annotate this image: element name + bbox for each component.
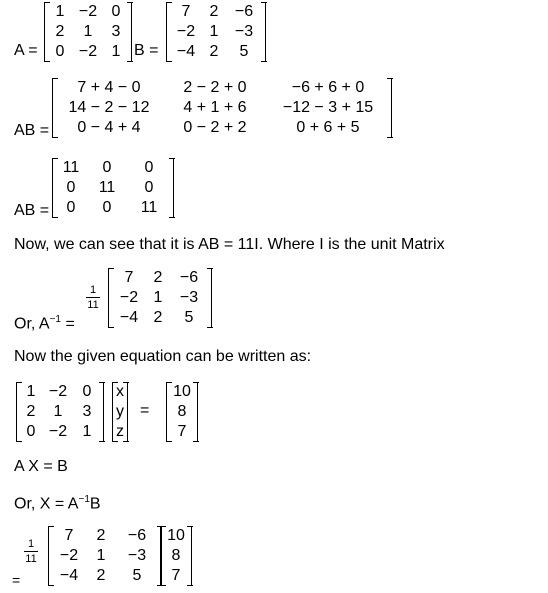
matrix-cell: 0 bbox=[26, 423, 36, 440]
matrix-cell: 3 bbox=[111, 23, 121, 40]
matrix-cell: 3 bbox=[82, 403, 92, 420]
final-equals: = bbox=[12, 572, 21, 588]
matrix-cell: 0 bbox=[102, 159, 112, 176]
matrix-cell: 7 bbox=[124, 269, 134, 286]
label-ax-b: A X = B bbox=[14, 458, 68, 475]
matrix-cell: 1 bbox=[153, 289, 163, 306]
note-unit-matrix: Now, we can see that it is AB = 11I. Where I is the unit Matrix bbox=[14, 236, 445, 253]
matrix-cell: 7 bbox=[177, 423, 187, 440]
matrix-cell: 2 bbox=[209, 3, 219, 20]
matrix-ab-expanded bbox=[52, 78, 392, 138]
label-a-inverse: Or, $A^{-1}$ = bbox=[14, 314, 75, 333]
matrix-cell: 2 bbox=[153, 269, 163, 286]
matrix-cell: 1 bbox=[26, 383, 36, 400]
matrix-cell: 1 bbox=[53, 403, 63, 420]
equals-sign: = bbox=[140, 402, 150, 419]
matrix-cell: 2 bbox=[153, 309, 163, 326]
matrix-cell: 2 bbox=[55, 23, 65, 40]
matrix-cell: −2 bbox=[78, 3, 98, 20]
matrix-cell: 2 bbox=[26, 403, 36, 420]
matrix-cell: −6 bbox=[234, 3, 254, 20]
matrix-cell: 8 bbox=[171, 547, 181, 564]
matrix-cell: 1 bbox=[209, 23, 219, 40]
matrix-11i bbox=[52, 158, 174, 218]
fraction-one-eleventh-final: 1 11 bbox=[25, 538, 37, 565]
matrix-cell: 1 bbox=[82, 423, 92, 440]
matrix-cell: 1 bbox=[83, 23, 93, 40]
matrix-cell: y bbox=[116, 403, 124, 420]
matrix-cell: x bbox=[116, 383, 124, 400]
matrix-cell: −3 bbox=[127, 547, 147, 564]
matrix-cell: 11 bbox=[62, 159, 80, 176]
matrix-cell: −6 bbox=[179, 269, 199, 286]
matrix-cell: 14 − 2 − 12 bbox=[68, 99, 150, 116]
matrix-cell: 7 + 4 − 0 bbox=[77, 79, 141, 96]
label-A: A = bbox=[14, 42, 38, 59]
matrix-cell: −6 + 6 + 0 bbox=[291, 79, 365, 96]
matrix-cell: 11 bbox=[98, 179, 116, 196]
matrix-cell: −4 bbox=[119, 309, 139, 326]
matrix-cell: 4 + 1 + 6 bbox=[183, 99, 247, 116]
matrix-cell: 2 bbox=[96, 567, 106, 584]
matrix-cell: 0 bbox=[55, 43, 65, 60]
label-AB-expanded: AB = bbox=[14, 122, 50, 139]
matrix-a bbox=[44, 2, 132, 62]
fraction-one-eleventh: 1 11 bbox=[87, 284, 99, 311]
matrix-cell: −2 bbox=[78, 43, 98, 60]
matrix-cell: −3 bbox=[234, 23, 254, 40]
matrix-b bbox=[166, 2, 266, 62]
matrix-cell: 7 bbox=[171, 567, 181, 584]
matrix-cell: 7 bbox=[181, 3, 191, 20]
matrix-cell: −4 bbox=[59, 567, 79, 584]
matrix-cell: 0 bbox=[66, 179, 76, 196]
matrix-cell: −2 bbox=[119, 289, 139, 306]
label-AB-result: AB = bbox=[14, 202, 50, 219]
note-given-equation: Now the given equation can be written as: bbox=[14, 348, 312, 365]
matrix-cell: 2 bbox=[209, 43, 219, 60]
matrix-cell: −12 − 3 + 15 bbox=[282, 99, 374, 116]
label-B: B = bbox=[134, 42, 159, 59]
matrix-cell: −4 bbox=[176, 43, 196, 60]
matrix-cell: 0 bbox=[66, 199, 76, 216]
matrix-cell: 0 bbox=[82, 383, 92, 400]
matrix-cell: 1 bbox=[55, 3, 65, 20]
matrix-cell: 5 bbox=[184, 309, 194, 326]
matrix-cell: −2 bbox=[48, 423, 68, 440]
matrix-cell: 5 bbox=[239, 43, 249, 60]
matrix-cell: −6 bbox=[127, 527, 147, 544]
label-x-solution: Or, $X = A^{-1}B$ bbox=[14, 494, 101, 513]
vector-rhs bbox=[166, 382, 198, 442]
vector-xyz bbox=[112, 382, 128, 442]
matrix-cell: 11 bbox=[140, 199, 158, 216]
vector-rhs-final bbox=[160, 526, 192, 586]
matrix-cell: −2 bbox=[176, 23, 196, 40]
matrix-cell: 1 bbox=[111, 43, 121, 60]
matrix-cell: 1 bbox=[96, 547, 106, 564]
matrix-cell: z bbox=[116, 423, 124, 440]
matrix-a-inverse-final bbox=[48, 526, 162, 586]
matrix-cell: −2 bbox=[48, 383, 68, 400]
matrix-cell: 2 − 2 + 0 bbox=[183, 79, 247, 96]
matrix-cell: 0 bbox=[144, 159, 154, 176]
matrix-cell: 8 bbox=[177, 403, 187, 420]
matrix-cell: 0 − 4 + 4 bbox=[77, 119, 141, 136]
matrix-cell: 0 + 6 + 5 bbox=[296, 119, 360, 136]
matrix-cell: 7 bbox=[64, 527, 74, 544]
matrix-cell: −3 bbox=[179, 289, 199, 306]
matrix-cell: 10 bbox=[173, 383, 191, 400]
matrix-cell: 5 bbox=[132, 567, 142, 584]
matrix-cell: 0 bbox=[102, 199, 112, 216]
matrix-cell: 10 bbox=[167, 527, 185, 544]
matrix-cell: 2 bbox=[96, 527, 106, 544]
matrix-cell: 0 − 2 + 2 bbox=[183, 119, 247, 136]
matrix-cell: −2 bbox=[59, 547, 79, 564]
matrix-cell: 0 bbox=[111, 3, 121, 20]
matrix-cell: 0 bbox=[144, 179, 154, 196]
matrix-a-system bbox=[16, 382, 104, 442]
matrix-a-inverse bbox=[108, 268, 212, 328]
